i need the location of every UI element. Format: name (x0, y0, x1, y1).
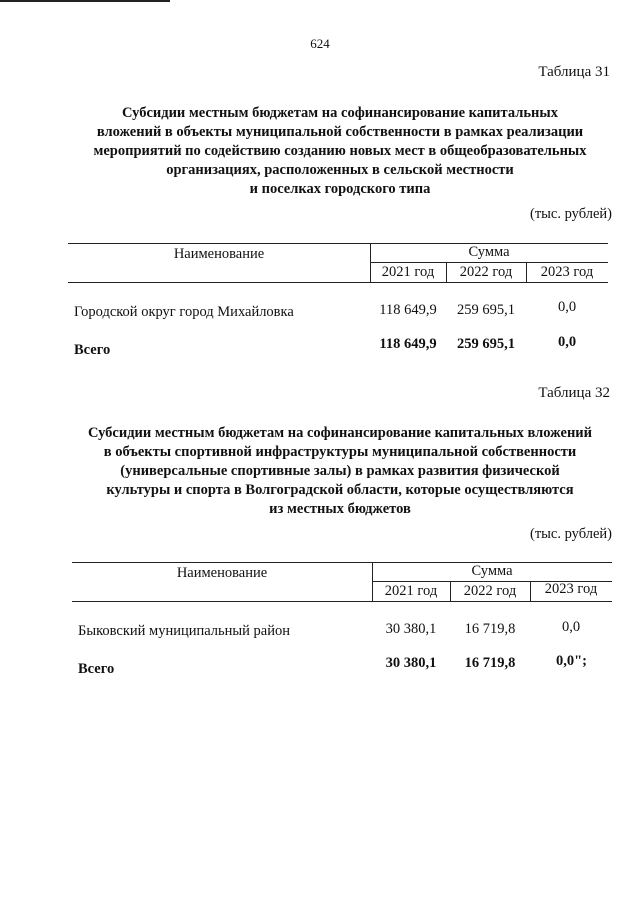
row-value: 16 719,8 (464, 621, 516, 637)
table-31-label: Таблица 31 (538, 64, 610, 80)
total-label: Всего (78, 661, 115, 677)
title-line: и поселках городского типа (249, 181, 431, 197)
title-line: в объекты спортивной инфраструктуры муниципальной собственности (103, 444, 577, 460)
title-line: Субсидии местным бюджетам на софинансирование капитальных вложений (87, 425, 593, 441)
title-line: Субсидии местным бюджетам на софинансирование капитальных (122, 105, 558, 121)
header-bottom-border (68, 282, 608, 283)
header-year: 2021 год (384, 583, 438, 599)
title-line: из местных бюджетов (269, 501, 411, 517)
header-year: 2022 год (463, 583, 517, 599)
table-32-label: Таблица 32 (538, 385, 610, 401)
total-value: 259 695,1 (457, 336, 515, 352)
total-value: 0,0 (557, 334, 577, 350)
title-line: (универсальные спортивные залы) в рамках развития физической (120, 463, 560, 479)
title-line: вложений в объекты муниципальной собственности в рамках реализации (96, 124, 584, 140)
header-year: 2021 год (381, 264, 435, 280)
page-number: 624 (310, 36, 330, 51)
header-year: 2023 год (544, 581, 598, 597)
header-bottom-border (72, 601, 612, 602)
row-value: 30 380,1 (385, 621, 437, 637)
table-31-unit: (тыс. рублей) (530, 206, 612, 222)
sum-header-divider (370, 262, 608, 263)
row-value: 0,0 (561, 619, 581, 635)
scan-edge-line (0, 0, 170, 2)
row-name: Городской округ город Михайловка (74, 304, 294, 320)
header-name: Наименование (173, 246, 265, 262)
total-value: 16 719,8 (464, 655, 516, 671)
row-name: Быковский муниципальный район (78, 623, 290, 639)
row-value: 259 695,1 (457, 302, 515, 318)
row-value: 0,0 (557, 299, 577, 315)
row-value: 118 649,9 (379, 302, 437, 318)
title-line: мероприятий по содействию созданию новых мест в общеобразовательных (93, 143, 587, 159)
table-31-title (60, 104, 620, 199)
header-sum: Сумма (468, 244, 510, 260)
table-32-unit: (тыс. рублей) (530, 526, 612, 542)
title-line: культуры и спорта в Волгоградской области, которые осуществляются (106, 482, 574, 498)
table-32-title (60, 424, 620, 519)
total-value: 30 380,1 (385, 655, 437, 671)
total-label: Всего (74, 342, 111, 358)
header-sum: Сумма (471, 563, 513, 579)
header-name: Наименование (176, 565, 268, 581)
total-value: 118 649,9 (379, 336, 437, 352)
title-line: организациях, расположенных в сельской местности (166, 162, 514, 178)
header-year: 2022 год (459, 264, 513, 280)
header-year: 2023 год (540, 264, 594, 280)
total-value: 0,0"; (556, 653, 588, 669)
